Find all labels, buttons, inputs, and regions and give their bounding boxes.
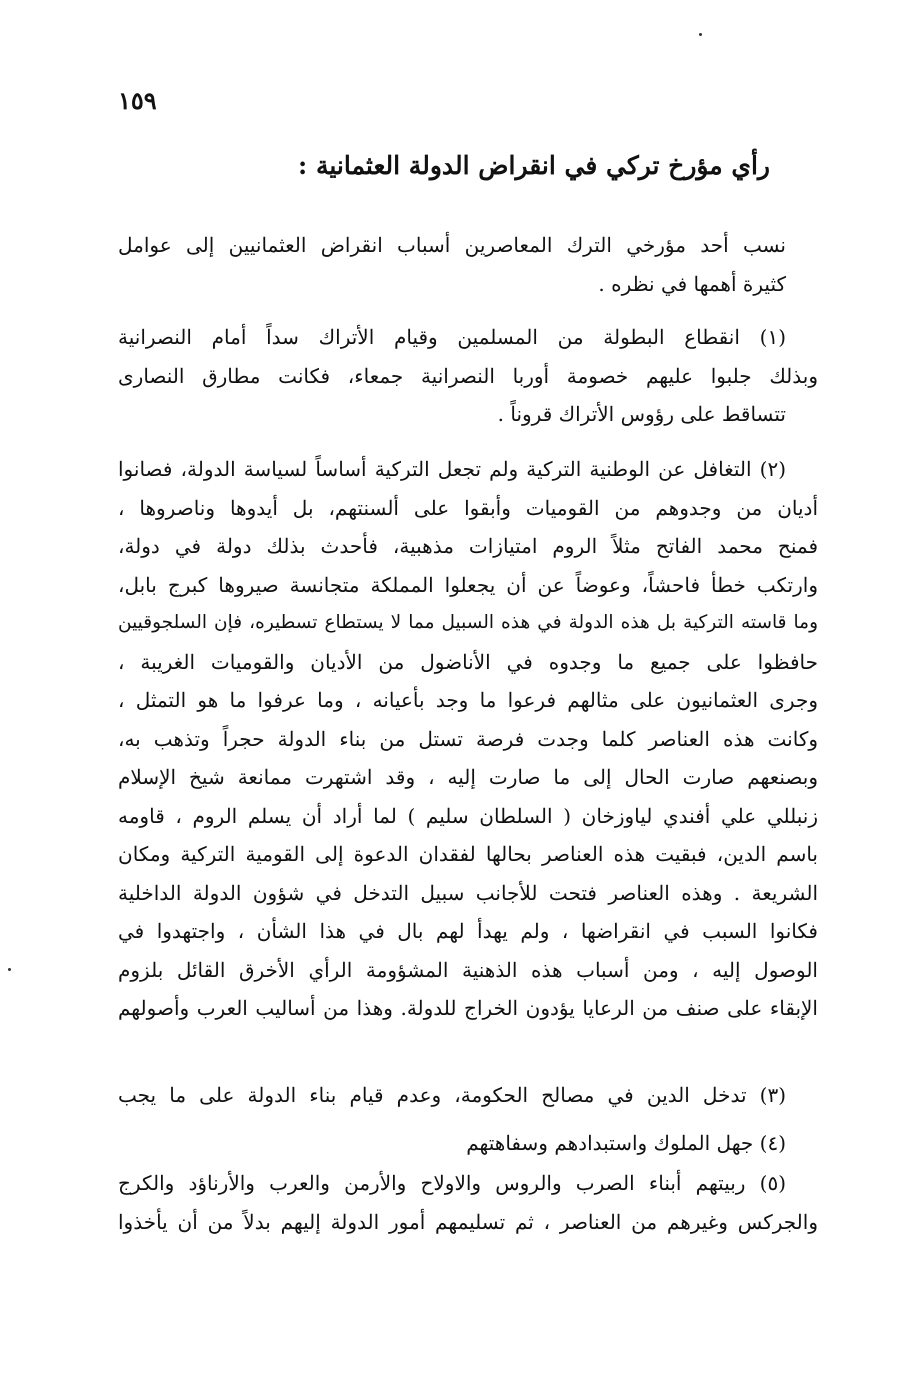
point-2-line: زنبللي علي أفندي لياوزخان ( السلطان سليم ) لما أراد أن يسلم الروم ، قاومه (118, 803, 818, 828)
point-2-line: وبصنعهم صارت الحال إلى ما صارت إليه ، وقد اشتهرت ممانعة شيخ الإسلام (118, 765, 818, 789)
point-2-line: أديان من وجدوهم من القوميات وأبقوا على ألسنتهم، بل أيدوها وناصروها ، (118, 495, 818, 520)
point-1-line: (١) انقطاع البطولة من المسلمين وقيام الأتراك سداً أمام النصرانية (118, 325, 786, 349)
point-3-paragraph (118, 1076, 818, 1115)
point-2-paragraph (118, 450, 818, 1028)
point-2-line: (٢) التغافل عن الوطنية التركية ولم تجعل التركية أساساً لسياسة الدولة، فصانوا (118, 457, 786, 481)
point-2-line: وكانت هذه العناصر كلما وجدت فرصة تستل من بناء الدولة حجراً وتذهب به، (118, 726, 818, 751)
point-3-line: (٣) تدخل الدين في مصالح الحكومة، وعدم قيام بناء الدولة على ما يجب (118, 1083, 786, 1107)
point-5-line: (٥) ربيتهم أبناء الصرب والروس والاولاح والأرمن والعرب والأرناؤد والكرج (118, 1171, 786, 1195)
point-4-paragraph (118, 1124, 818, 1163)
point-5-line: والجركس وغيرهم من العناصر ، ثم تسليمهم أمور الدولة إليهم بدلاً من أن يأخذوا (118, 1209, 818, 1234)
intro-line: نسب أحد مؤرخي الترك المعاصرين أسباب انقراض العثمانيين إلى عوامل (118, 233, 786, 257)
point-5-paragraph (118, 1164, 818, 1241)
intro-line: كثيرة أهمها في نظره . (598, 271, 786, 296)
point-2-line: وما قاسته التركية بل هذه الدولة في هذه السبيل مما لا يستطاع تسطيره، فإن السلجوقيين (118, 612, 818, 633)
point-2-line: وارتكب خطأ فاحشاً، وعوضاً عن أن يجعلوا المملكة متجانسة صيروها كبرج بابل، (118, 572, 818, 597)
point-4-line: (٤) جهل الملوك واستبدادهم وسفاهتهم (466, 1131, 786, 1155)
point-2-line: فمنح محمد الفاتح مثلاً الروم امتيازات مذهبية، فأحدث بذلك دولة في دولة، (118, 534, 818, 558)
point-2-line: فكانوا السبب في انقراضها ، ولم يهدأ لهم بال في هذا الشأن ، واجتهدوا في (118, 919, 818, 943)
point-1-paragraph (118, 318, 818, 434)
point-2-line: الشريعة . وهذه العناصر فتحت للأجانب سبيل التدخل في شؤون الدولة الداخلية (118, 880, 818, 905)
scan-speck (8, 968, 11, 971)
point-2-line: الإبقاء على صنف من الرعايا يؤدون الخراج للدولة. وهذا من أساليب العرب وأصولهم (118, 996, 818, 1020)
point-1-line: تتساقط على رؤوس الأتراك قروناً . (497, 402, 786, 426)
page-number: ١٥٩ (118, 86, 157, 115)
point-1-line: وبذلك جلبوا عليهم خصومة أوربا النصرانية جمعاء، فكانت مطارق النصارى (118, 363, 818, 388)
section-heading: رأي مؤرخ تركي في انقراض الدولة العثمانية : (298, 151, 770, 180)
point-2-line: الوصول إليه ، ومن أسباب هذه الذهنية المشؤومة الرأي الأخرق القائل بلزوم (118, 957, 818, 982)
point-2-line: وجرى العثمانيون على مثالهم فرعوا ما وجد بأعيانه ، وما عرفوا ما هو التمثل ، (118, 688, 818, 712)
scan-speck (699, 33, 702, 36)
intro-paragraph (118, 226, 818, 303)
point-2-line: حافظوا على جميع ما وجدوه في الأناضول من الأديان والقوميات الغريبة ، (118, 649, 818, 674)
point-2-line: باسم الدين، فبقيت هذه العناصر بحالها لفقدان الدعوة إلى القومية التركية ومكان (118, 842, 818, 866)
